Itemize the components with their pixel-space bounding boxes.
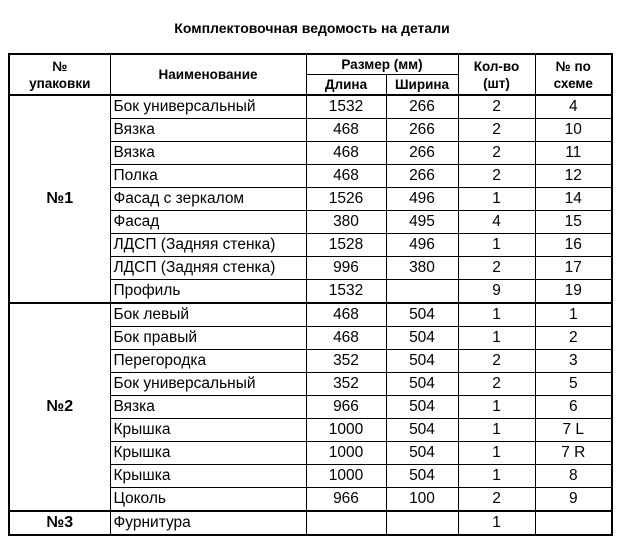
part-scheme-number: 17 — [535, 257, 612, 280]
part-width: 266 — [386, 142, 458, 165]
part-scheme-number: 6 — [535, 396, 612, 419]
header-name: Наименование — [110, 54, 306, 95]
part-length: 468 — [306, 303, 386, 327]
part-length: 468 — [306, 165, 386, 188]
part-scheme-number: 10 — [535, 119, 612, 142]
part-scheme-number: 8 — [535, 465, 612, 488]
header-length: Длина — [306, 75, 386, 96]
part-qty: 2 — [458, 165, 535, 188]
part-qty: 1 — [458, 188, 535, 211]
part-width: 266 — [386, 119, 458, 142]
part-width: 504 — [386, 373, 458, 396]
part-name: Вязка — [110, 119, 306, 142]
part-qty: 1 — [458, 396, 535, 419]
part-scheme-number: 3 — [535, 350, 612, 373]
part-name: Бок универсальный — [110, 373, 306, 396]
part-scheme-number: 11 — [535, 142, 612, 165]
part-width: 380 — [386, 257, 458, 280]
part-width: 496 — [386, 188, 458, 211]
part-name: Фасад с зеркалом — [110, 188, 306, 211]
part-qty: 2 — [458, 95, 535, 119]
part-name: Фурнитура — [110, 511, 306, 535]
part-name: Бок правый — [110, 327, 306, 350]
part-name: Бок универсальный — [110, 95, 306, 119]
part-scheme-number: 19 — [535, 280, 612, 304]
part-qty: 1 — [458, 511, 535, 535]
part-scheme-number: 16 — [535, 234, 612, 257]
part-width: 100 — [386, 488, 458, 512]
header-scheme-line2: схеме — [553, 75, 593, 91]
part-width: 266 — [386, 165, 458, 188]
part-length: 380 — [306, 211, 386, 234]
package-label: №1 — [9, 95, 110, 303]
header-package-line2: упаковки — [29, 75, 91, 91]
header-scheme — [535, 54, 612, 95]
part-qty: 1 — [458, 234, 535, 257]
part-length: 468 — [306, 119, 386, 142]
part-width: 504 — [386, 442, 458, 465]
part-width: 504 — [386, 465, 458, 488]
part-scheme-number: 14 — [535, 188, 612, 211]
part-length: 352 — [306, 373, 386, 396]
part-name: Цоколь — [110, 488, 306, 512]
part-name: Бок левый — [110, 303, 306, 327]
part-length: 1000 — [306, 442, 386, 465]
part-scheme-number: 9 — [535, 488, 612, 512]
part-qty: 1 — [458, 303, 535, 327]
part-width: 504 — [386, 419, 458, 442]
part-scheme-number — [535, 511, 612, 535]
part-name: Полка — [110, 165, 306, 188]
part-length: 352 — [306, 350, 386, 373]
part-length: 1528 — [306, 234, 386, 257]
part-width: 266 — [386, 95, 458, 119]
header-package-line1: № — [52, 58, 68, 74]
part-qty: 2 — [458, 257, 535, 280]
part-qty: 1 — [458, 465, 535, 488]
header-size: Размер (мм) — [306, 54, 458, 75]
part-scheme-number: 1 — [535, 303, 612, 327]
table-row — [9, 303, 612, 327]
package-label: №3 — [9, 511, 110, 535]
part-length: 1000 — [306, 465, 386, 488]
part-scheme-number: 5 — [535, 373, 612, 396]
part-name: Крышка — [110, 465, 306, 488]
part-name: ЛДСП (Задняя стенка) — [110, 234, 306, 257]
part-scheme-number: 15 — [535, 211, 612, 234]
header-scheme-line1: № по — [555, 58, 591, 74]
part-length: 966 — [306, 488, 386, 512]
part-qty: 2 — [458, 373, 535, 396]
document-title: Комплектовочная ведомость на детали — [174, 20, 450, 36]
header-package — [9, 54, 110, 95]
part-length — [306, 511, 386, 535]
part-qty: 2 — [458, 142, 535, 165]
part-scheme-number: 4 — [535, 95, 612, 119]
part-width: 504 — [386, 327, 458, 350]
part-name: ЛДСП (Задняя стенка) — [110, 257, 306, 280]
part-qty: 2 — [458, 119, 535, 142]
part-length: 1532 — [306, 280, 386, 304]
header-qty-line2: (шт) — [483, 75, 510, 91]
part-width: 504 — [386, 396, 458, 419]
part-scheme-number: 7 L — [535, 419, 612, 442]
part-qty: 1 — [458, 442, 535, 465]
part-scheme-number: 12 — [535, 165, 612, 188]
table-body — [9, 95, 612, 535]
part-length: 1526 — [306, 188, 386, 211]
package-label: №2 — [9, 303, 110, 511]
part-qty: 4 — [458, 211, 535, 234]
part-width — [386, 511, 458, 535]
part-width: 504 — [386, 350, 458, 373]
parts-table — [8, 53, 613, 536]
part-qty: 2 — [458, 488, 535, 512]
part-length: 468 — [306, 327, 386, 350]
part-length: 966 — [306, 396, 386, 419]
part-width — [386, 280, 458, 304]
part-name: Крышка — [110, 419, 306, 442]
part-length: 1000 — [306, 419, 386, 442]
part-length: 1532 — [306, 95, 386, 119]
part-length: 996 — [306, 257, 386, 280]
part-width: 495 — [386, 211, 458, 234]
part-name: Крышка — [110, 442, 306, 465]
header-qty — [458, 54, 535, 95]
part-scheme-number: 7 R — [535, 442, 612, 465]
part-qty: 2 — [458, 350, 535, 373]
part-qty: 9 — [458, 280, 535, 304]
header-width: Ширина — [386, 75, 458, 96]
table-row — [9, 95, 612, 119]
part-name: Перегородка — [110, 350, 306, 373]
part-name: Фасад — [110, 211, 306, 234]
part-name: Вязка — [110, 142, 306, 165]
part-width: 504 — [386, 303, 458, 327]
header-qty-line1: Кол-во — [473, 58, 520, 74]
part-qty: 1 — [458, 419, 535, 442]
part-qty: 1 — [458, 327, 535, 350]
part-name: Вязка — [110, 396, 306, 419]
part-length: 468 — [306, 142, 386, 165]
part-scheme-number: 2 — [535, 327, 612, 350]
part-name: Профиль — [110, 280, 306, 304]
part-width: 496 — [386, 234, 458, 257]
table-row — [9, 511, 612, 535]
